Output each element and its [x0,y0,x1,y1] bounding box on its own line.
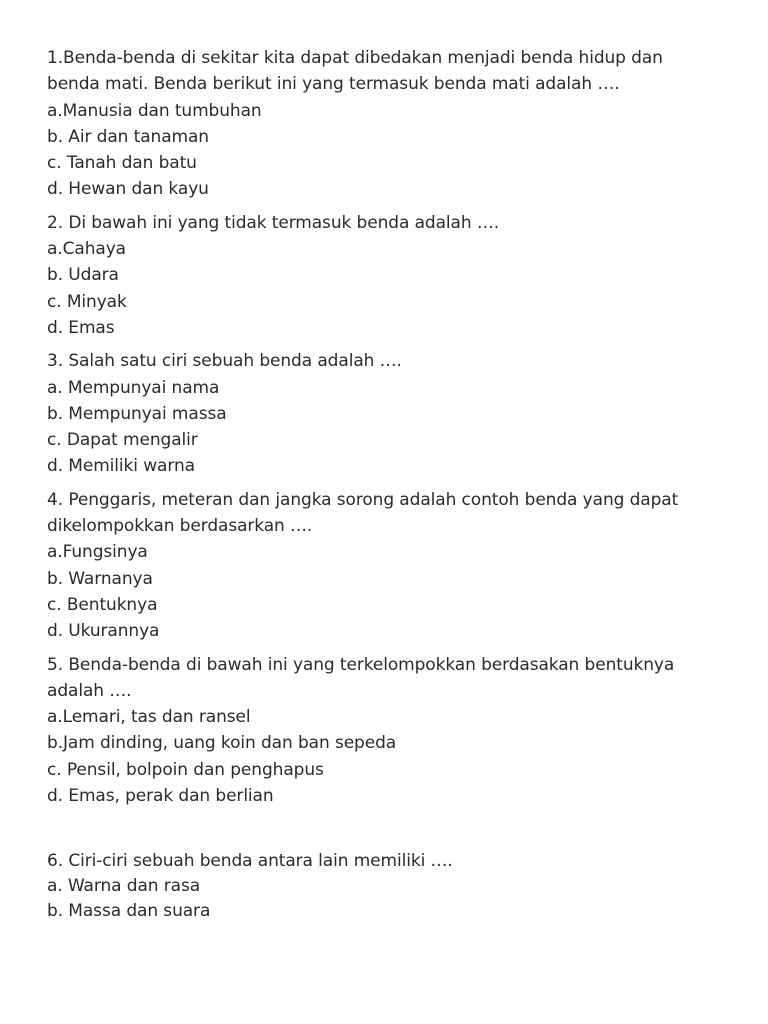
question-4 [47,487,737,645]
question-4-stem-line-1: 4. Penggaris, meteran dan jangka sorong adalah contoh benda yang dapat [47,489,679,510]
question-1-option-b: b. Air dan tanaman [47,126,209,147]
document-page [47,45,737,931]
question-5-option-d: d. Emas, perak dan berlian [47,786,274,807]
question-1-option-d: d. Hewan dan kayu [47,179,209,200]
question-5-stem-line-2: adalah …. [47,680,132,701]
question-5-stem-line-1: 5. Benda-benda di bawah ini yang terkelompokkan berdasakan bentuknya [47,654,675,675]
question-3-option-a: a. Mempunyai nama [47,377,220,398]
question-2-option-a: a.Cahaya [47,239,126,260]
question-1 [47,45,737,203]
question-6-option-b: b. Massa dan suara [47,901,211,922]
question-5-option-b: b.Jam dinding, uang koin dan ban sepeda [47,733,397,754]
question-2-option-b: b. Udara [47,265,119,286]
question-6-option-a: a. Warna dan rasa [47,876,201,897]
question-3-stem-line-1: 3. Salah satu ciri sebuah benda adalah …. [47,351,402,372]
question-1-option-a: a.Manusia dan tumbuhan [47,100,262,121]
question-5-option-c: c. Pensil, bolpoin dan penghapus [47,759,324,780]
question-4-option-c: c. Bentuknya [47,594,158,615]
question-2-option-d: d. Emas [47,317,115,338]
question-5 [47,652,737,810]
question-4-option-a: a.Fungsinya [47,542,148,563]
question-3-option-b: b. Mempunyai massa [47,403,227,424]
question-1-stem-line-2: benda mati. Benda berikut ini yang termasuk benda mati adalah …. [47,74,620,95]
question-1-option-c: c. Tanah dan batu [47,153,197,174]
question-4-option-d: d. Ukurannya [47,621,160,642]
question-5-option-a: a.Lemari, tas dan ransel [47,707,251,728]
question-2 [47,210,737,341]
question-2-stem-line-1: 2. Di bawah ini yang tidak termasuk benda adalah …. [47,212,500,233]
question-4-stem-line-2: dikelompokkan berdasarkan …. [47,516,313,537]
question-3 [47,348,737,479]
question-1-stem-line-1: 1.Benda-benda di sekitar kita dapat dibedakan menjadi benda hidup dan [47,48,663,68]
question-3-option-d: d. Memiliki warna [47,456,195,477]
question-6 [47,849,737,924]
question-2-option-c: c. Minyak [47,291,127,312]
question-6-stem-line-1: 6. Ciri-ciri sebuah benda antara lain memiliki …. [47,851,453,872]
question-4-option-b: b. Warnanya [47,568,153,589]
question-3-option-c: c. Dapat mengalir [47,430,198,451]
